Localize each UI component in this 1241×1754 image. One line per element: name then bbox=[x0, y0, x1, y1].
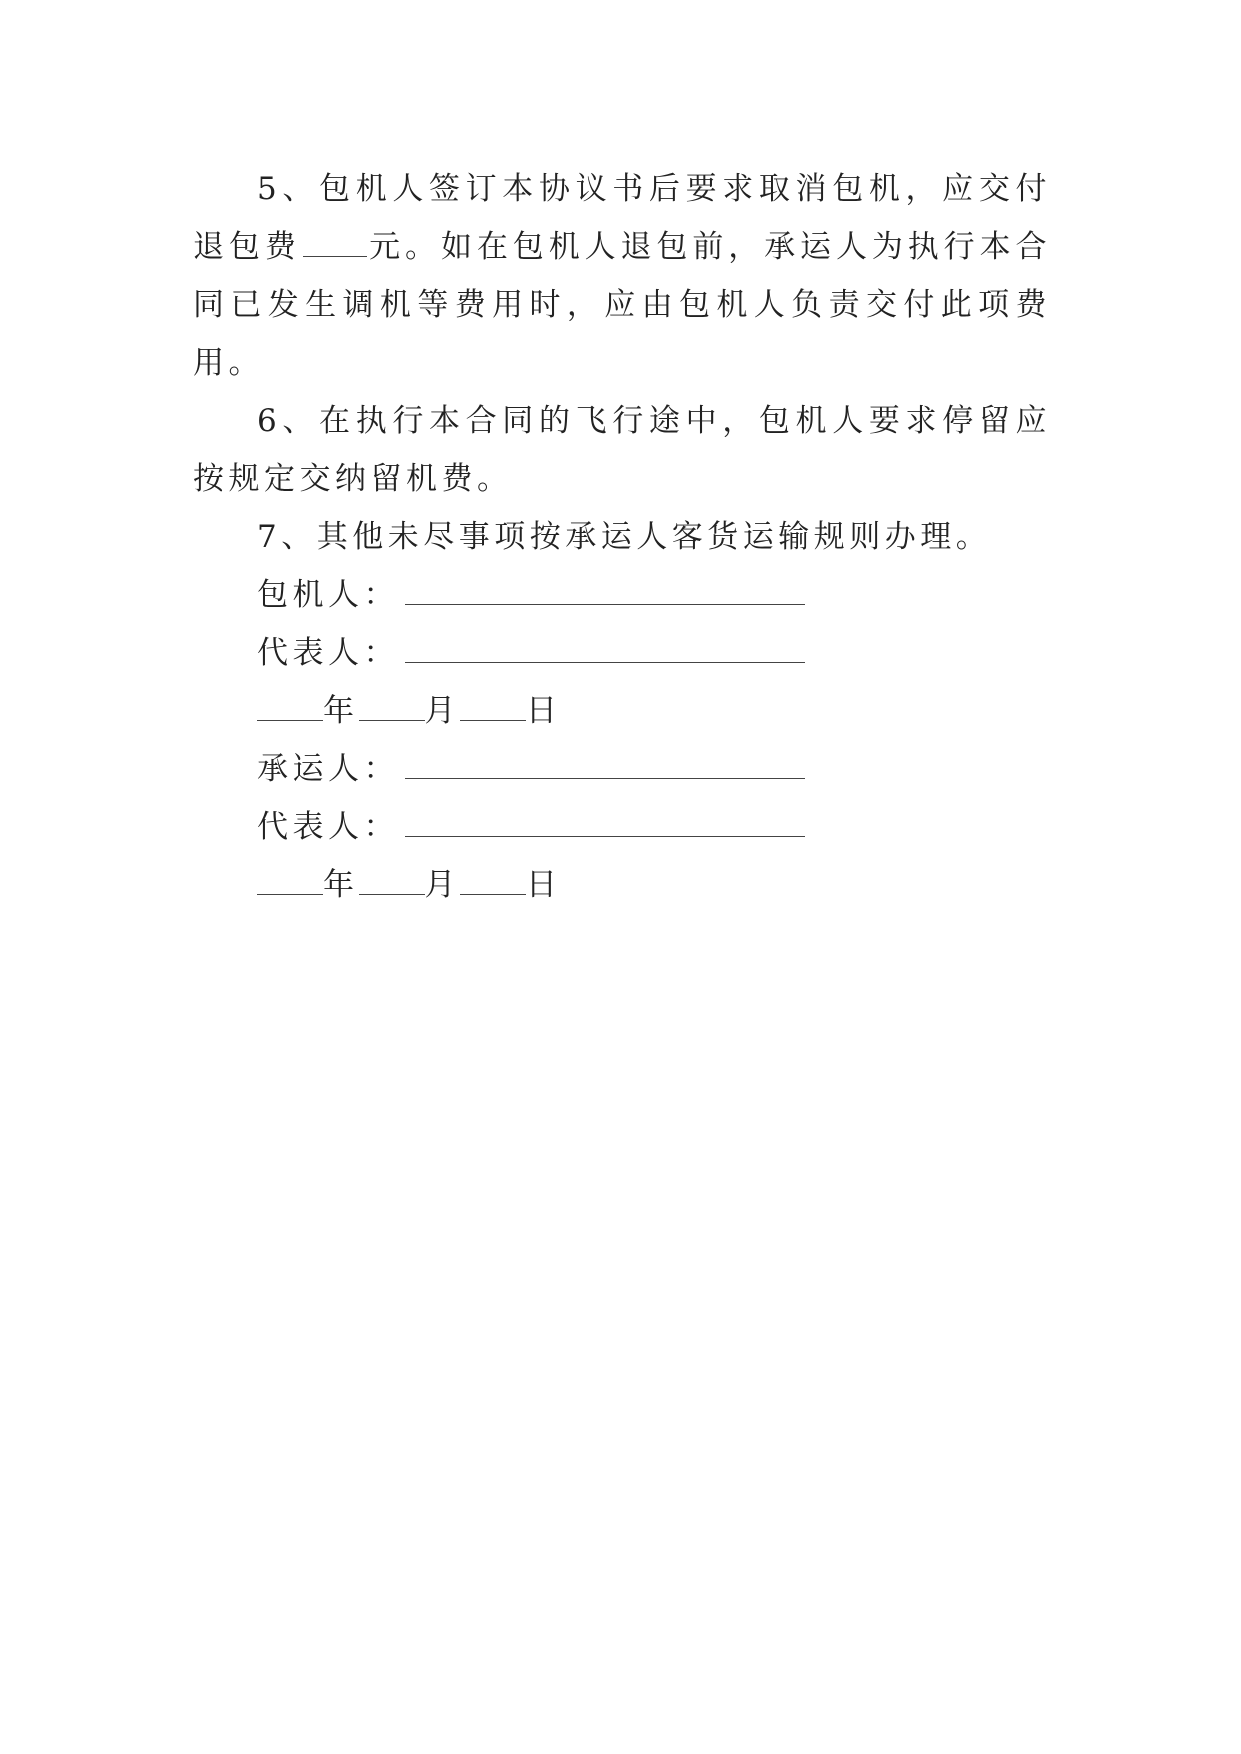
charterer-day-blank bbox=[460, 696, 526, 721]
charterer-year-label: 年 bbox=[323, 693, 359, 729]
clause-5-text-after: 元。如在包机人退包前，承运人为执行本合同已发生调机等费用时，应由包机人负责交付此项费用。 bbox=[193, 229, 1052, 381]
carrier-month-label: 月 bbox=[424, 867, 460, 903]
carrier-signature-row bbox=[193, 740, 1051, 798]
refund-fee-blank bbox=[303, 232, 367, 257]
charterer-rep-label: 代表人： bbox=[257, 635, 399, 671]
carrier-month-blank bbox=[359, 870, 425, 895]
clause-5-text-before: 5、包机人签订本协议书后要求取消包机，应交付退包费 bbox=[193, 171, 1051, 265]
carrier-day-blank bbox=[460, 870, 526, 895]
carrier-signature-line bbox=[405, 754, 805, 779]
carrier-year-blank bbox=[257, 870, 323, 895]
clause-5 bbox=[193, 160, 1051, 392]
charterer-rep-signature-line bbox=[405, 638, 805, 663]
carrier-rep-signature-line bbox=[405, 812, 805, 837]
charterer-signature-row bbox=[193, 566, 1051, 624]
charterer-label: 包机人： bbox=[257, 577, 399, 613]
charterer-rep-signature-row bbox=[193, 624, 1051, 682]
clause-6: 6、在执行本合同的飞行途中，包机人要求停留应按规定交纳留机费。 bbox=[193, 403, 1051, 497]
carrier-rep-signature-row bbox=[193, 798, 1051, 856]
charterer-signature-line bbox=[405, 580, 805, 605]
document-body bbox=[193, 160, 1051, 914]
charterer-year-blank bbox=[257, 696, 323, 721]
carrier-rep-label: 代表人： bbox=[257, 809, 399, 845]
carrier-day-label: 日 bbox=[526, 867, 562, 903]
charterer-month-label: 月 bbox=[424, 693, 460, 729]
clause-7: 7、其他未尽事项按承运人客货运输规则办理。 bbox=[257, 519, 992, 555]
charterer-day-label: 日 bbox=[526, 693, 562, 729]
carrier-year-label: 年 bbox=[323, 867, 359, 903]
carrier-label: 承运人： bbox=[257, 751, 399, 787]
carrier-date-row bbox=[193, 856, 1051, 914]
charterer-date-row bbox=[193, 682, 1051, 740]
charterer-month-blank bbox=[359, 696, 425, 721]
